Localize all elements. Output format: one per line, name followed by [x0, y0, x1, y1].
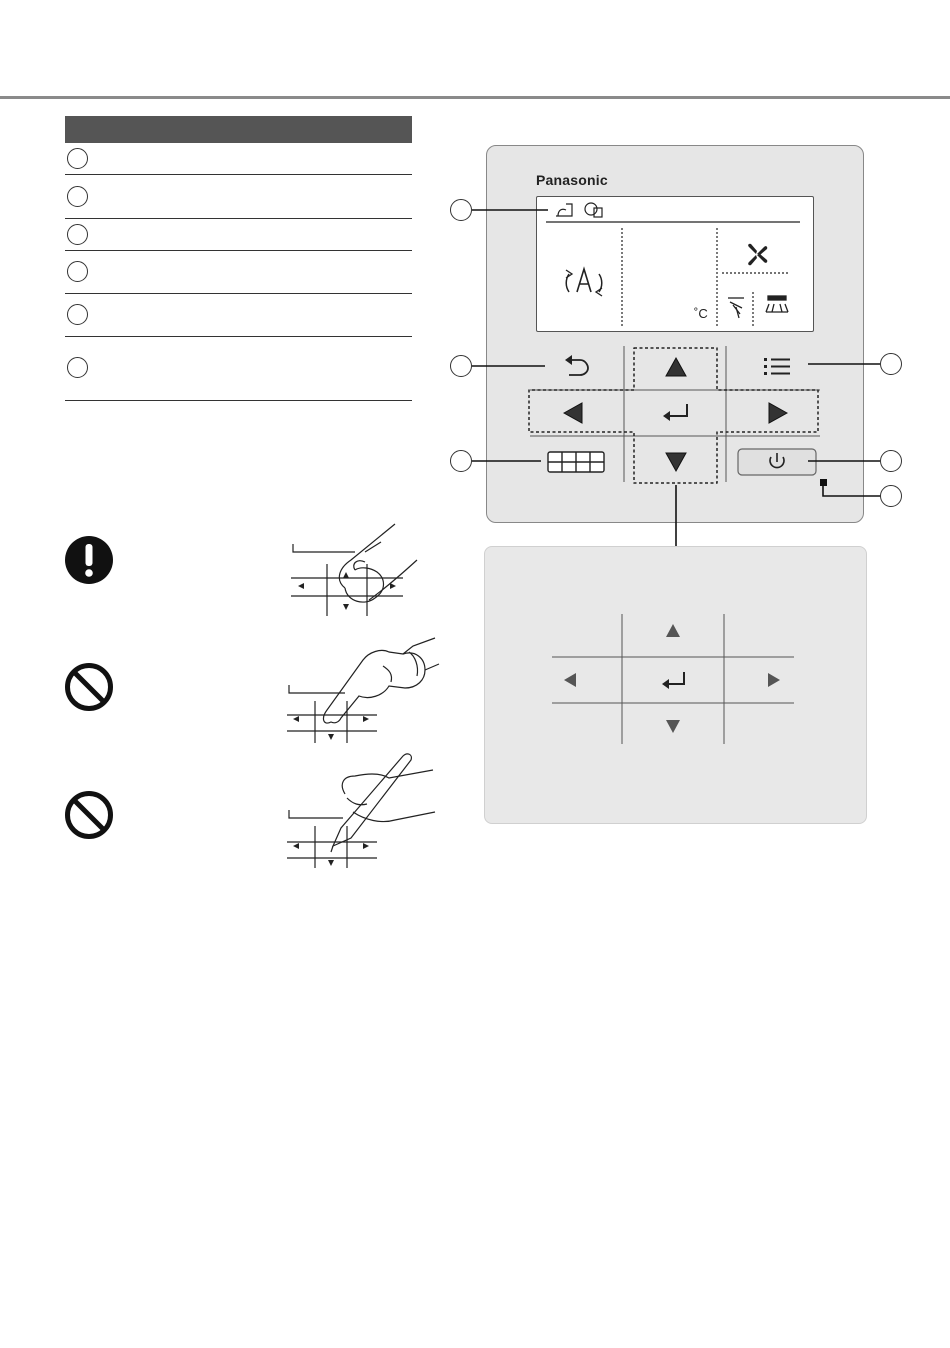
- brand-logo: Panasonic: [536, 172, 608, 188]
- detail-button-grid: [484, 546, 867, 824]
- detail-down-arrow-icon: [666, 720, 680, 733]
- detail-left-arrow-icon: [564, 673, 576, 687]
- detail-right-arrow-icon: [768, 673, 780, 687]
- callout-menu-button: [880, 353, 902, 375]
- callout-timer-button: [450, 450, 472, 472]
- callout-power-button: [880, 450, 902, 472]
- detail-up-arrow-icon: [666, 624, 680, 637]
- detail-enter-icon: [662, 672, 684, 689]
- callout-back-button: [450, 355, 472, 377]
- temperature-unit: ˚C: [694, 306, 708, 321]
- callout-display: [450, 199, 472, 221]
- callout-operation-lamp: [880, 485, 902, 507]
